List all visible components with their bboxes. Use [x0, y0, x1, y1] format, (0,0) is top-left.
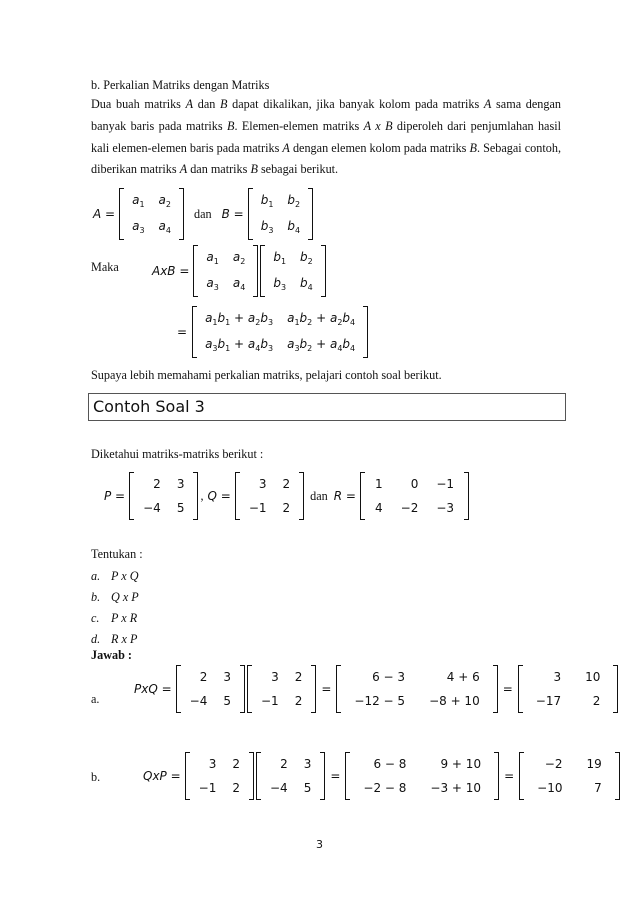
matrix-cell: −2 [544, 757, 563, 771]
matrix-PxQ-work [336, 665, 497, 713]
matrix-cell: −10 [537, 781, 563, 795]
matrix-cell: −1 [436, 477, 455, 491]
matrix-cell: −8 + 10 [429, 694, 480, 708]
equals-sign: = [321, 682, 332, 696]
task-item [91, 569, 139, 584]
task-text: Q x P [111, 590, 139, 604]
jawab-text: Jawab : [91, 648, 132, 662]
matrix-cell: 5 [223, 694, 231, 708]
matrix-B-factor: $b_1$ $b_2$ $b_3$ $b_4$ [260, 245, 325, 297]
label-AxB: AxB = [152, 264, 190, 278]
matrix-cell: −2 − 8 [363, 781, 407, 795]
matrix-Q-factor-b [185, 752, 254, 800]
label-R: R = [333, 489, 356, 503]
equals-sign: = [330, 769, 341, 783]
matrix-cell: 3 [258, 477, 267, 491]
task-number: d. [91, 632, 101, 646]
matrix-AxB-result: $a_1b_1 + a_2b_3$ $a_1b_2 + a_2b_4$ $a_3b_1 + a_4b_3$ $a_3b_2 + a_4b_4$ [192, 306, 368, 358]
matrix-cell: 3 [271, 670, 279, 684]
matrix-PxQ-result [518, 665, 619, 713]
label-QxP: QxP = [143, 769, 181, 783]
matrix-cell: 2 [282, 477, 291, 491]
task-item [91, 590, 139, 605]
task-text: P x Q [111, 569, 139, 583]
matrix-cell: 9 + 10 [440, 757, 482, 771]
matrix-cell: −4 [143, 501, 161, 515]
example-title-box [88, 393, 566, 421]
matrix-cell: 2 [592, 694, 601, 708]
task-item [91, 632, 137, 647]
matrix-P-factor-b [256, 752, 325, 800]
label-A: A = [93, 207, 116, 221]
matrix-cell: 3 [208, 757, 217, 771]
matrix-cell: 1 [375, 477, 383, 491]
matrix-cell: 3 [553, 670, 562, 684]
matrix-Q [235, 472, 304, 520]
label-P: P = [104, 489, 126, 503]
matrix-cell: −4 [189, 694, 208, 708]
AxB-product [152, 245, 326, 297]
matrix-cell: 2 [294, 694, 303, 708]
matrix-A-and-B [93, 188, 313, 240]
answer-a-label: a. [91, 692, 100, 706]
matrix-A: $a_1$ $a_2$ $a_3$ $a_4$ [119, 188, 184, 240]
matrix-Q-factor [247, 665, 316, 713]
dan-text: dan [193, 206, 212, 221]
matrix-cell: 3 [176, 477, 185, 491]
matrix-cell: 5 [303, 781, 312, 795]
matrix-cell: 3 [303, 757, 312, 771]
matrix-cell: 6 − 8 [373, 757, 407, 771]
matrix-cell: −17 [535, 694, 562, 708]
matrix-cell: 2 [294, 670, 303, 684]
AxB-result [172, 306, 368, 358]
equals-sign: = [502, 682, 513, 696]
task-text: P x R [111, 611, 138, 625]
matrix-cell: 0 [410, 477, 419, 491]
matrix-QxP-work [345, 752, 499, 800]
example-intro: Diketahui matriks-matriks berikut : [91, 447, 264, 461]
comma: , [200, 488, 204, 503]
answer-b-equation [143, 752, 620, 800]
intro-paragraph: Dua buah matriks A dan B dapat dikalikan, jika banyak kolom pada matriks A sama dengan banyak baris pada matriks B. Elemen-elemen matriks A x B diperoleh dari penjumlahan hasil kali elemen-elemen baris pada matriks A dengan elemen kolom pada matriks B. Sebagai contoh, diberikan matriks A dan matriks B sebagai berikut. [91, 97, 561, 177]
answer-b-label: b. [91, 770, 101, 784]
matrix-R [360, 472, 469, 520]
matrix-cell: 5 [176, 501, 185, 515]
matrix-cell: 6 − 3 [372, 670, 406, 684]
dan-text-2: dan [310, 488, 328, 503]
matrix-cell: −12 − 5 [354, 694, 406, 708]
matrix-cell: −1 [248, 501, 267, 515]
matrix-cell: −3 + 10 [430, 781, 482, 795]
matrix-cell: −1 [198, 781, 217, 795]
matrix-cell: 2 [232, 781, 240, 795]
matrix-cell: 2 [280, 757, 288, 771]
matrix-QxP-result [519, 752, 620, 800]
matrix-cell: 2 [232, 757, 240, 771]
matrix-cell: −3 [436, 501, 455, 515]
matrix-cell: 4 [375, 501, 383, 515]
closing-text: Supaya lebih memahami perkalian matriks, pelajari contoh soal berikut. [91, 368, 442, 382]
matrix-cell: 3 [223, 670, 231, 684]
matrix-cell: 2 [282, 501, 291, 515]
equals-sign: = [177, 325, 188, 339]
matrix-cell: −1 [261, 694, 279, 708]
task-number: a. [91, 569, 101, 583]
task-text: R x P [111, 632, 138, 646]
label-PxQ: PxQ = [134, 682, 172, 696]
matrix-cell: 19 [586, 757, 602, 771]
equals-sign: = [504, 769, 515, 783]
matrix-cell: −4 [270, 781, 288, 795]
task-number: b. [91, 590, 101, 604]
matrix-A-factor: $a_1$ $a_2$ $a_3$ $a_4$ [193, 245, 258, 297]
answer-a-equation [134, 665, 618, 713]
task-item [91, 611, 137, 626]
maka-text: Maka [91, 260, 119, 274]
matrix-P-factor [176, 665, 245, 713]
page-number: 3 [316, 838, 323, 851]
matrix-B: $b_1$ $b_2$ $b_3$ $b_4$ [248, 188, 313, 240]
matrix-cell: 2 [153, 477, 161, 491]
matrix-cell: 4 + 6 [446, 670, 480, 684]
section-heading: b. Perkalian Matriks dengan Matriks [91, 78, 270, 92]
task-number: c. [91, 611, 100, 625]
tentukan-text: Tentukan : [91, 547, 143, 561]
example-title: Contoh Soal 3 [93, 397, 205, 416]
matrices-P-Q-R [104, 472, 469, 520]
matrix-cell: 7 [594, 781, 602, 795]
label-Q: Q = [207, 489, 231, 503]
matrix-cell: 10 [585, 670, 601, 684]
matrix-cell: −2 [400, 501, 419, 515]
label-B: B = [221, 207, 244, 221]
matrix-cell: 2 [199, 670, 208, 684]
matrix-P [129, 472, 198, 520]
